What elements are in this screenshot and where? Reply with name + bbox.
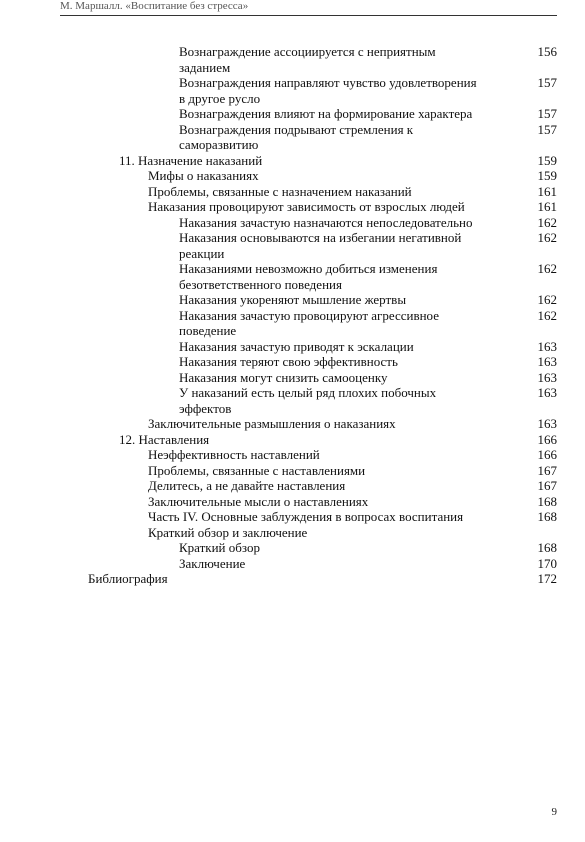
toc-entry-page: 161 [537,183,557,199]
toc-entry-title: Часть IV. Основные заблуждения в вопросах воспитания [148,509,464,524]
toc-entry-title: Наказания основываются на избегании негативной реакции [179,230,462,261]
toc-entry [0,339,585,355]
toc-entry-title: Краткий обзор и заключение [148,524,308,540]
toc-entry-page: 163 [537,354,557,369]
toc-entry-title: Наказания провоцируют зависимость от взрослых людей [148,199,465,214]
toc-entry-title: Наказания укореняют мышление жертвы [179,292,407,307]
toc-entry-page: 167 [537,462,557,478]
toc-entry [0,571,585,587]
toc-entry-page: 166 [537,447,557,462]
toc-entry-title: Наказания зачастую приводят к эскалации [179,338,414,354]
toc-entry [0,168,585,184]
page-number: 9 [551,806,557,818]
toc-entry-page: 161 [537,199,557,214]
toc-entry-page: 159 [537,152,557,168]
toc-entry [0,308,585,339]
toc-entry-page: 163 [537,338,557,354]
toc-entry-page: 163 [537,416,557,431]
toc-entry-title: 12. Наставления [119,431,210,447]
toc-entry [0,230,585,261]
toc-entry-title: Наказания зачастую назначаются непоследовательно [179,214,473,230]
toc-entry-title: Наказания теряют свою эффективность [179,354,398,369]
toc-entry-page: 159 [537,168,557,183]
toc-entry [0,540,585,556]
toc-entry [0,494,585,510]
toc-entry [0,385,585,416]
toc-entry-title: Заключительные размышления о наказаниях [148,416,396,431]
toc-entry-title: Вознаграждения направляют чувство удовлетворения в другое русло [179,75,477,106]
toc-entry-page: 168 [537,493,557,509]
toc-entry-title: Наказаниями невозможно добиться изменения безответственного поведения [179,261,438,292]
toc-entry [0,432,585,448]
toc-entry-page: 162 [537,261,557,276]
toc-entry-title: Неэффективность наставлений [148,447,320,462]
toc-entry-title: Делитесь, а не давайте наставления [148,478,346,493]
toc-entry [0,463,585,479]
toc-entry-page: 156 [537,44,557,59]
toc-entry-page: 162 [537,292,557,307]
toc-entry [0,292,585,308]
toc-entry-page: 157 [537,106,557,121]
toc-entry-page: 162 [537,307,557,323]
toc-entry-page: 170 [537,555,557,571]
toc-entry-title: Вознаграждение ассоциируется с неприятным заданием [179,44,436,75]
toc-entry [0,416,585,432]
toc-entry [0,509,585,525]
toc-entry-page: 167 [537,478,557,493]
table-of-contents [0,44,585,587]
toc-entry-title: Мифы о наказаниях [148,168,259,183]
toc-entry [0,261,585,292]
toc-entry-page: 157 [537,75,557,90]
toc-entry [0,525,585,541]
toc-entry-page: 163 [537,385,557,400]
toc-entry-title: Наказания могут снизить самооценку [179,369,388,385]
toc-entry-title: Вознаграждения влияют на формирование характера [179,106,473,121]
toc-entry [0,122,585,153]
toc-entry [0,153,585,169]
toc-entry-title: Краткий обзор [179,540,260,555]
toc-entry [0,215,585,231]
toc-entry-title: Библиография [88,571,168,586]
toc-entry-title: Заключительные мысли о наставлениях [148,493,369,509]
toc-entry-title: 11. Назначение наказаний [119,152,263,168]
toc-entry [0,478,585,494]
toc-entry-page: 172 [537,571,557,586]
toc-entry [0,447,585,463]
toc-entry-title: Вознаграждения подрывают стремления к саморазвитию [179,121,414,152]
toc-entry-page: 162 [537,230,557,245]
running-header: М. Маршалл. «Воспитание без стресса» [60,0,557,16]
toc-entry-title: Заключение [179,555,246,571]
toc-entry-page: 166 [537,431,557,447]
toc-entry [0,370,585,386]
toc-entry [0,44,585,75]
toc-entry-title: Проблемы, связанные с назначением наказаний [148,183,412,199]
toc-entry [0,106,585,122]
toc-entry-title: Проблемы, связанные с наставлениями [148,462,366,478]
toc-entry [0,354,585,370]
toc-entry-page: 168 [537,509,557,524]
toc-entry-page: 168 [537,540,557,555]
toc-entry [0,184,585,200]
toc-entry-page: 162 [537,214,557,230]
toc-entry [0,199,585,215]
toc-entry [0,75,585,106]
toc-entry-title: У наказаний есть целый ряд плохих побочных эффектов [179,385,437,416]
toc-entry-page: 157 [537,121,557,137]
toc-entry-page: 163 [537,369,557,385]
toc-entry-title: Наказания зачастую провоцируют агрессивное поведение [179,307,439,338]
toc-entry [0,556,585,572]
